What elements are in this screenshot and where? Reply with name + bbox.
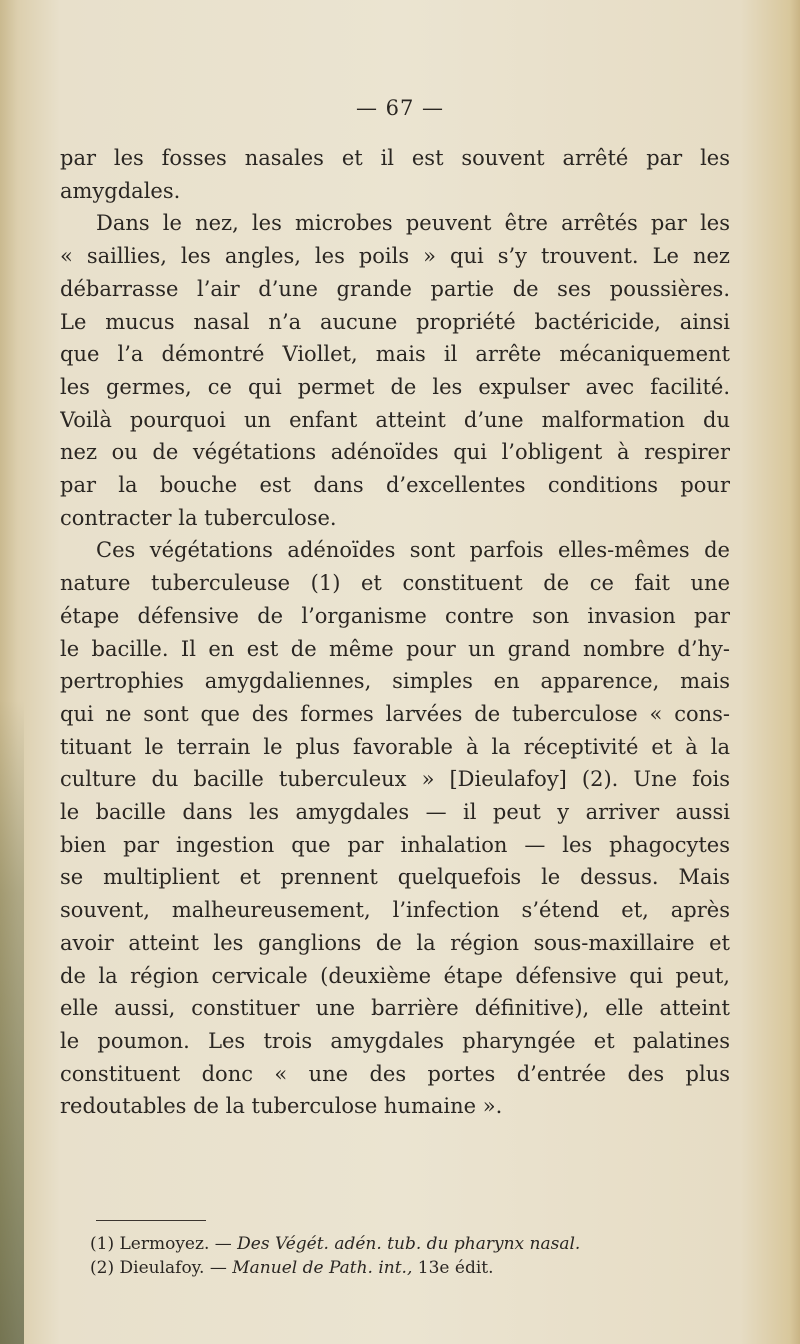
text-line: « saillies, les angles, les poils » qui s’y trouvent. Le nez bbox=[60, 244, 730, 269]
text-line: Ces végétations adénoïdes sont parfois elles-mêmes de bbox=[96, 538, 730, 563]
footnote-1 bbox=[90, 1232, 750, 1256]
paragraph-3 bbox=[60, 534, 730, 1123]
text-line: Dans le nez, les microbes peuvent être arrêtés par les bbox=[96, 211, 730, 236]
text-line: qui ne sont que des formes larvées de tuberculose « cons- bbox=[60, 701, 730, 726]
text-line: par les fosses nasales et il est souvent arrêté par les bbox=[60, 146, 730, 170]
footnote-2 bbox=[90, 1256, 750, 1280]
text-line: nature tuberculeuse (1) et constituent de ce fait une bbox=[60, 571, 730, 596]
footnote-title: Manuel de Path. int., bbox=[232, 1258, 413, 1278]
text-line: culture du bacille tuberculeux » [Dieulafoy] (2). Une fois bbox=[60, 767, 730, 792]
text-line: souvent, malheureusement, l’infection s’étend et, après bbox=[60, 898, 730, 923]
text-line: débarrasse l’air d’une grande partie de ses poussières. bbox=[60, 276, 730, 301]
text-line: le poumon. Les trois amygdales pharyngée et palatines bbox=[60, 1028, 730, 1053]
text-line: tituant le terrain le plus favorable à la réceptivité et à la bbox=[60, 734, 730, 759]
text-line: avoir atteint les ganglions de la région sous-maxillaire et bbox=[60, 930, 730, 955]
footnote-author: Lermoyez. — bbox=[119, 1234, 232, 1254]
text-line: le bacille. Il en est de même pour un grand nombre d’hy- bbox=[60, 636, 730, 661]
footnote-divider bbox=[96, 1220, 206, 1221]
text-line: bien par ingestion que par inhalation — les phagocytes bbox=[60, 832, 730, 857]
text-line: se multiplient et prennent quelquefois le dessus. Mais bbox=[60, 865, 730, 890]
text-line: amygdales. bbox=[60, 178, 181, 203]
text-line: pertrophies amygdaliennes, simples en apparence, mais bbox=[60, 669, 730, 694]
text-line: les germes, ce qui permet de les expulser avec facilité. bbox=[60, 374, 730, 399]
text-line: que l’a démontré Viollet, mais il arrête mécaniquement bbox=[60, 342, 730, 367]
text-line: par la bouche est dans d’excellentes conditions pour bbox=[60, 473, 730, 498]
footnote-marker: (2) bbox=[90, 1258, 115, 1278]
text-line: le bacille dans les amygdales — il peut y arriver aussi bbox=[60, 800, 730, 825]
text-line: redoutables de la tuberculose humaine ». bbox=[60, 1094, 503, 1119]
footnote-edition: 13e édit. bbox=[417, 1258, 494, 1278]
text-line: Le mucus nasal n’a aucune propriété bactéricide, ainsi bbox=[60, 309, 730, 334]
footnotes bbox=[90, 1232, 750, 1280]
text-line: étape défensive de l’organisme contre son invasion par bbox=[60, 603, 730, 628]
paragraph-2 bbox=[60, 207, 730, 534]
footnote-marker: (1) bbox=[90, 1234, 115, 1254]
page-number: — 67 — bbox=[355, 96, 445, 120]
footnote-author: Dieulafoy. — bbox=[119, 1258, 227, 1278]
paragraph-1 bbox=[60, 142, 730, 207]
page-edge-stain bbox=[0, 700, 24, 1344]
text-line: de la région cervicale (deuxième étape défensive qui peut, bbox=[60, 963, 730, 988]
text-line: elle aussi, constituer une barrière définitive), elle atteint bbox=[60, 996, 730, 1021]
footnote-title: Des Végét. adén. tub. du pharynx nasal. bbox=[237, 1234, 581, 1254]
text-line: constituent donc « une des portes d’entrée des plus bbox=[60, 1061, 730, 1086]
text-line: nez ou de végétations adénoïdes qui l’obligent à respirer bbox=[60, 440, 730, 465]
text-line: contracter la tuberculose. bbox=[60, 505, 337, 530]
text-line: Voilà pourquoi un enfant atteint d’une malformation du bbox=[60, 407, 730, 432]
body-text bbox=[60, 142, 730, 1123]
